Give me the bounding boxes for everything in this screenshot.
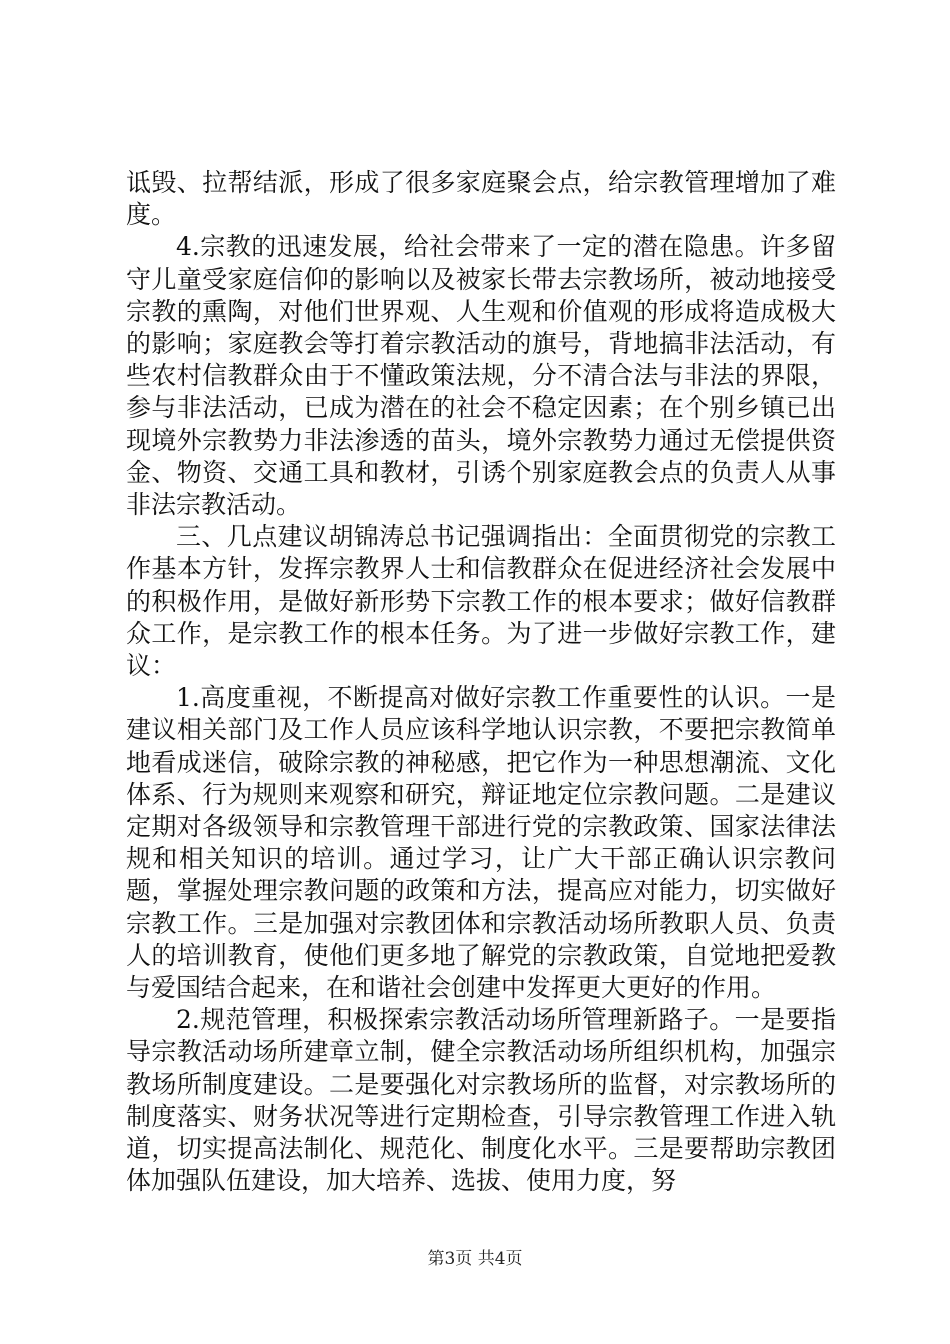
- page-footer: 第3页 共4页: [427, 1249, 523, 1269]
- body-text: [126, 167, 836, 1198]
- paragraph-item-4: 4.宗教的迅速发展，给社会带来了一定的潜在隐患。许多留守儿童受家庭信仰的影响以及被家长带去宗教场所，被动地接受宗教的熏陶，对他们世界观、人生观和价值观的形成将造成极大的影响；家庭教会等打着宗教活动的旗号，背地搞非法活动，有些农村信教群众由于不懂政策法规，分不清合法与非法的界限，参与非法活动，已成为潜在的社会不稳定因素；在个别乡镇已出现境外宗教势力非法渗透的苗头，境外宗教势力通过无偿提供资金、物资、交通工具和教材，引诱个别家庭教会点的负责人从事非法宗教活动。: [126, 232, 836, 520]
- paragraph-section-3-heading: 三、几点建议胡锦涛总书记强调指出：全面贯彻党的宗教工作基本方针，发挥宗教界人士和信教群众在促进经济社会发展中的积极作用，是做好新形势下宗教工作的根本要求；做好信教群众工作，是宗教工作的根本任务。为了进一步做好宗教工作，建议：: [126, 522, 836, 681]
- paragraph-continuation: 诋毁、拉帮结派，形成了很多家庭聚会点，给宗教管理增加了难度。: [126, 168, 836, 230]
- paragraph-item-1: 1.高度重视，不断提高对做好宗教工作重要性的认识。一是建议相关部门及工作人员应该科学地认识宗教，不要把宗教简单地看成迷信，破除宗教的神秘感，把它作为一种思想潮流、文化体系、行为规则来观察和研究，辩证地定位宗教问题。二是建议定期对各级领导和宗教管理干部进行党的宗教政策、国家法律法规和相关知识的培训。通过学习，让广大干部正确认识宗教问题，掌握处理宗教问题的政策和方法，提高应对能力，切实做好宗教工作。三是加强对宗教团体和宗教活动场所教职人员、负责人的培训教育，使他们更多地了解党的宗教政策，自觉地把爱教与爱国结合起来，在和谐社会创建中发挥更大更好的作用。: [126, 683, 836, 1003]
- paragraph-item-2: 2.规范管理，积极探索宗教活动场所管理新路子。一是要指导宗教活动场所建章立制，健全宗教活动场所组织机构，加强宗教场所制度建设。二是要强化对宗教场所的监督，对宗教场所的制度落实、财务状况等进行定期检查，引导宗教管理工作进入轨道，切实提高法制化、规范化、制度化水平。三是要帮助宗教团体加强队伍建设，加大培养、选拔、使用力度，努: [126, 1005, 836, 1196]
